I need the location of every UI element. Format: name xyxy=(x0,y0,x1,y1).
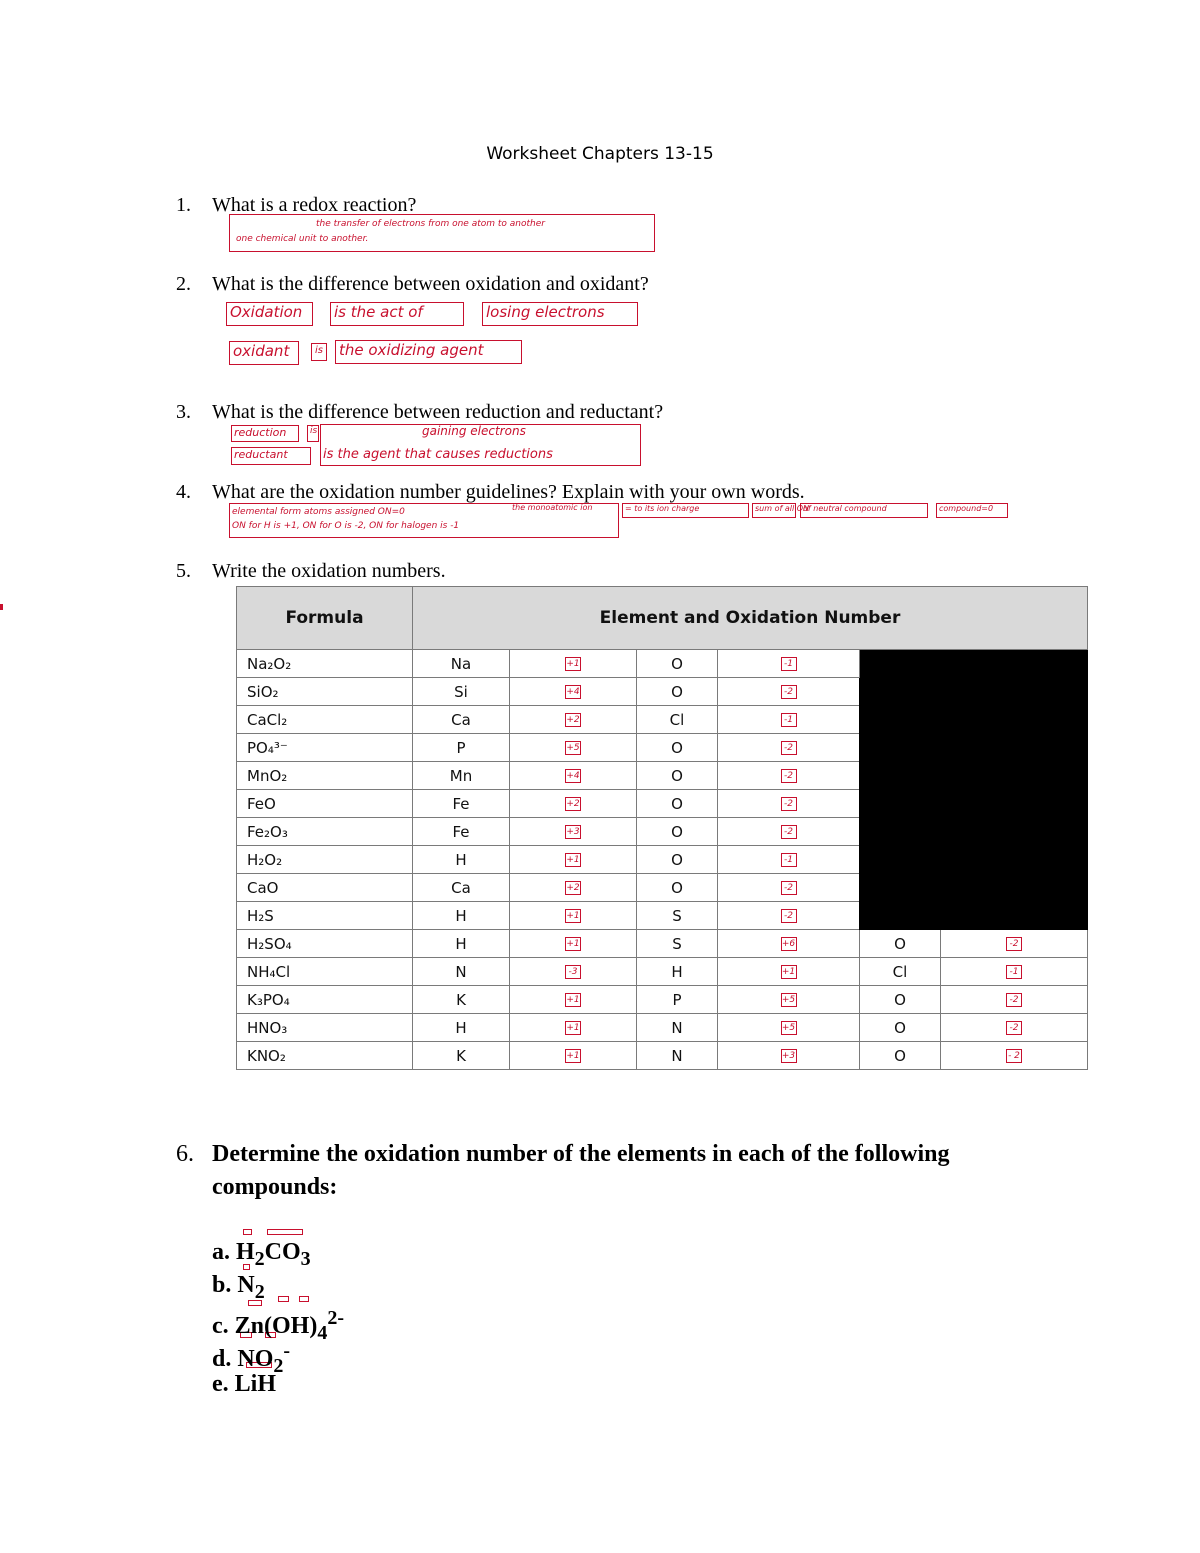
oxidation-number-cell xyxy=(718,706,860,734)
compound-item xyxy=(212,1269,344,1302)
table-row xyxy=(237,1042,1088,1070)
compound-formula: $NO_2^-$ xyxy=(237,1340,291,1377)
oxidation-number-cell xyxy=(941,958,1088,986)
element-cell: O xyxy=(637,818,718,846)
answer-2-box: oxidant xyxy=(229,341,299,365)
handwritten-answer: +2 xyxy=(566,799,580,809)
element-cell: O xyxy=(637,678,718,706)
oxidation-number-cell xyxy=(718,930,860,958)
handwritten-answer: +5 xyxy=(566,743,580,753)
oxidation-number-cell xyxy=(510,958,637,986)
handwritten-answer: -2 xyxy=(781,769,797,783)
formula-cell: PO₄³⁻ xyxy=(237,734,413,762)
oxidation-number-cell xyxy=(718,958,860,986)
handwritten-answer: -3 xyxy=(565,965,581,979)
answer-4-box: of neutral compound xyxy=(800,503,928,518)
element-cell: H xyxy=(413,902,510,930)
compound-formula: LiH xyxy=(234,1371,276,1397)
element-cell: N xyxy=(637,1042,718,1070)
oxidation-number-cell xyxy=(941,930,1088,958)
element-cell: O xyxy=(860,1014,941,1042)
element-cell: Mn xyxy=(413,762,510,790)
oxidation-number-cell xyxy=(718,818,860,846)
handwritten-answer: +1 xyxy=(566,1023,580,1033)
oxidation-number-cell xyxy=(510,846,637,874)
element-cell: Fe xyxy=(413,790,510,818)
handwritten-answer: -2 xyxy=(781,741,797,755)
handwritten-answer: -1 xyxy=(781,853,797,867)
oxidation-number-cell xyxy=(510,1014,637,1042)
handwritten-answer: +5 xyxy=(781,1023,796,1033)
table-row xyxy=(237,930,1088,958)
element-cell: O xyxy=(637,790,718,818)
compound-item xyxy=(212,1368,344,1401)
handwritten-answer: -1 xyxy=(1006,965,1022,979)
element-cell: Cl xyxy=(860,958,941,986)
table-header-row xyxy=(237,587,1088,650)
formula-cell: H₂O₂ xyxy=(237,846,413,874)
handwritten-answer: -2 xyxy=(781,881,797,895)
handwritten-answer: +1 xyxy=(566,939,580,949)
element-cell: O xyxy=(637,762,718,790)
oxidation-number-cell xyxy=(510,902,637,930)
compound-list xyxy=(212,1236,344,1401)
question-3: 3. What is the difference between reduction and reductant? xyxy=(176,401,664,423)
margin-mark xyxy=(0,604,3,610)
element-cell: O xyxy=(860,1042,941,1070)
element-cell: O xyxy=(637,874,718,902)
compound-formula: $H_2CO_3$ xyxy=(236,1239,311,1270)
handwritten-answer: +2 xyxy=(566,715,580,725)
handwritten-answer: +5 xyxy=(781,995,796,1005)
element-cell: Ca xyxy=(413,874,510,902)
answer-mark xyxy=(267,1229,303,1235)
oxidation-number-cell xyxy=(510,790,637,818)
handwritten-answer: -2 xyxy=(781,685,797,699)
element-cell: H xyxy=(637,958,718,986)
question-1: 1. What is a redox reaction? xyxy=(176,194,417,216)
oxidation-number-cell xyxy=(941,986,1088,1014)
handwritten-answer: +1 xyxy=(566,911,580,921)
answer-1: the transfer of electrons from one atom to another one chemical unit to another. xyxy=(229,214,655,252)
oxidation-number-cell xyxy=(510,874,637,902)
page-title: Worksheet Chapters 13-15 xyxy=(486,144,714,164)
formula-cell: MnO₂ xyxy=(237,762,413,790)
compound-label: b. xyxy=(212,1272,238,1298)
answer-mark xyxy=(243,1229,252,1235)
oxidation-number-cell xyxy=(718,846,860,874)
answer-3-text: gaining electrons xyxy=(422,424,526,438)
answer-4-box: compound=0 xyxy=(936,503,1008,518)
formula-cell: K₃PO₄ xyxy=(237,986,413,1014)
answer-4-box: elemental form atoms assigned ON=0 ON for H is +1, ON for O is -2, ON for halogen is -1 xyxy=(229,503,619,538)
handwritten-answer: -2 xyxy=(1006,937,1022,951)
answer-4-text: the monoatomic ion xyxy=(512,503,593,512)
element-cell: O xyxy=(637,650,718,678)
handwritten-answer: +1 xyxy=(566,1051,580,1061)
element-cell: O xyxy=(860,930,941,958)
oxidation-number-cell xyxy=(510,762,637,790)
handwritten-answer: - 2 xyxy=(1006,1049,1022,1063)
column-header-element: Element and Oxidation Number xyxy=(413,587,1088,650)
oxidation-number-cell xyxy=(510,1042,637,1070)
handwritten-answer: +1 xyxy=(781,967,796,977)
formula-cell: NH₄Cl xyxy=(237,958,413,986)
table-row xyxy=(237,986,1088,1014)
element-cell: Ca xyxy=(413,706,510,734)
question-2: 2. What is the difference between oxidation and oxidant? xyxy=(176,273,649,295)
element-cell: Fe xyxy=(413,818,510,846)
element-cell: Na xyxy=(413,650,510,678)
element-cell: H xyxy=(413,846,510,874)
answer-3-box: is xyxy=(307,425,319,442)
oxidation-number-cell xyxy=(718,1014,860,1042)
table-row xyxy=(237,958,1088,986)
answer-3-box: reductant xyxy=(231,447,311,465)
question-4: 4. What are the oxidation number guidelines? Explain with your own words. xyxy=(176,481,805,503)
oxidation-number-cell xyxy=(510,734,637,762)
handwritten-answer: -2 xyxy=(1006,993,1022,1007)
element-cell: O xyxy=(860,986,941,1014)
handwritten-answer: -2 xyxy=(781,825,797,839)
answer-4-box: = to its ion charge xyxy=(622,503,749,518)
question-5: 5. Write the oxidation numbers. xyxy=(176,560,446,582)
compound-formula: $Zn(OH)_4^{2-}$ xyxy=(234,1307,345,1344)
formula-cell: SiO₂ xyxy=(237,678,413,706)
compound-label: c. xyxy=(212,1313,235,1339)
compound-label: e. xyxy=(212,1371,235,1397)
element-cell: P xyxy=(637,986,718,1014)
handwritten-answer: +1 xyxy=(566,659,580,669)
formula-cell: HNO₃ xyxy=(237,1014,413,1042)
handwritten-answer: -1 xyxy=(781,713,797,727)
answer-2-box: is xyxy=(311,343,327,361)
formula-cell: KNO₂ xyxy=(237,1042,413,1070)
oxidation-number-cell xyxy=(510,706,637,734)
formula-cell: CaO xyxy=(237,874,413,902)
answer-2-box: the oxidizing agent xyxy=(335,340,522,364)
table-row xyxy=(237,1014,1088,1042)
answer-3-box: reduction xyxy=(231,425,299,442)
oxidation-number-cell xyxy=(718,762,860,790)
compound-item xyxy=(212,1335,344,1377)
element-cell: H xyxy=(413,1014,510,1042)
element-cell: O xyxy=(637,734,718,762)
formula-cell: CaCl₂ xyxy=(237,706,413,734)
question-6: 6. Determine the oxidation number of the elements in each of the following compounds: xyxy=(176,1141,950,1200)
oxidation-number-cell xyxy=(510,930,637,958)
oxidation-number-cell xyxy=(510,650,637,678)
answer-3-box: is the agent that causes reductions xyxy=(320,424,641,466)
formula-cell: Na₂O₂ xyxy=(237,650,413,678)
element-cell: H xyxy=(413,930,510,958)
oxidation-number-cell xyxy=(718,650,860,678)
oxidation-number-cell xyxy=(718,874,860,902)
answer-2-box: losing electrons xyxy=(482,302,638,326)
formula-cell: H₂S xyxy=(237,902,413,930)
oxidation-number-cell xyxy=(510,678,637,706)
handwritten-answer: +3 xyxy=(781,1051,796,1061)
element-cell: N xyxy=(637,1014,718,1042)
handwritten-answer: +6 xyxy=(781,939,796,949)
handwritten-answer: -2 xyxy=(781,909,797,923)
table-row xyxy=(237,650,1088,678)
column-header-formula: Formula xyxy=(237,587,413,650)
answer-4-box: sum of all ON xyxy=(752,503,796,518)
compound-item xyxy=(212,1236,344,1269)
formula-cell: FeO xyxy=(237,790,413,818)
handwritten-answer: +2 xyxy=(566,883,580,893)
element-cell: O xyxy=(637,846,718,874)
element-cell: Si xyxy=(413,678,510,706)
oxidation-number-cell xyxy=(941,1014,1088,1042)
answer-2-box: Oxidation xyxy=(226,302,313,326)
oxidation-number-cell xyxy=(510,986,637,1014)
element-cell: Cl xyxy=(637,706,718,734)
handwritten-answer: +1 xyxy=(566,855,580,865)
compound-label: a. xyxy=(212,1239,236,1265)
answer-2-box: is the act of xyxy=(330,302,464,326)
oxidation-number-cell xyxy=(718,986,860,1014)
oxidation-number-cell xyxy=(718,1042,860,1070)
element-cell: N xyxy=(413,958,510,986)
compound-label: d. xyxy=(212,1346,238,1372)
formula-cell: Fe₂O₃ xyxy=(237,818,413,846)
oxidation-number-cell xyxy=(718,678,860,706)
oxidation-number-cell xyxy=(718,902,860,930)
handwritten-answer: -1 xyxy=(781,657,797,671)
handwritten-answer: +4 xyxy=(566,771,580,781)
handwritten-answer: +4 xyxy=(566,687,580,697)
oxidation-number-cell xyxy=(718,734,860,762)
blacked-out-cell xyxy=(860,650,1088,930)
oxidation-number-cell xyxy=(718,790,860,818)
handwritten-answer: -2 xyxy=(1006,1021,1022,1035)
element-cell: K xyxy=(413,986,510,1014)
handwritten-answer: +1 xyxy=(566,995,580,1005)
element-cell: K xyxy=(413,1042,510,1070)
oxidation-number-cell xyxy=(510,818,637,846)
element-cell: S xyxy=(637,930,718,958)
oxidation-number-cell xyxy=(941,1042,1088,1070)
formula-cell: H₂SO₄ xyxy=(237,930,413,958)
compound-item xyxy=(212,1302,345,1344)
handwritten-answer: -2 xyxy=(781,797,797,811)
element-cell: P xyxy=(413,734,510,762)
element-cell: S xyxy=(637,902,718,930)
table-body xyxy=(237,650,1088,1070)
oxidation-table xyxy=(236,586,1088,1070)
handwritten-answer: +3 xyxy=(566,827,580,837)
compound-formula: $N_2$ xyxy=(237,1272,265,1303)
